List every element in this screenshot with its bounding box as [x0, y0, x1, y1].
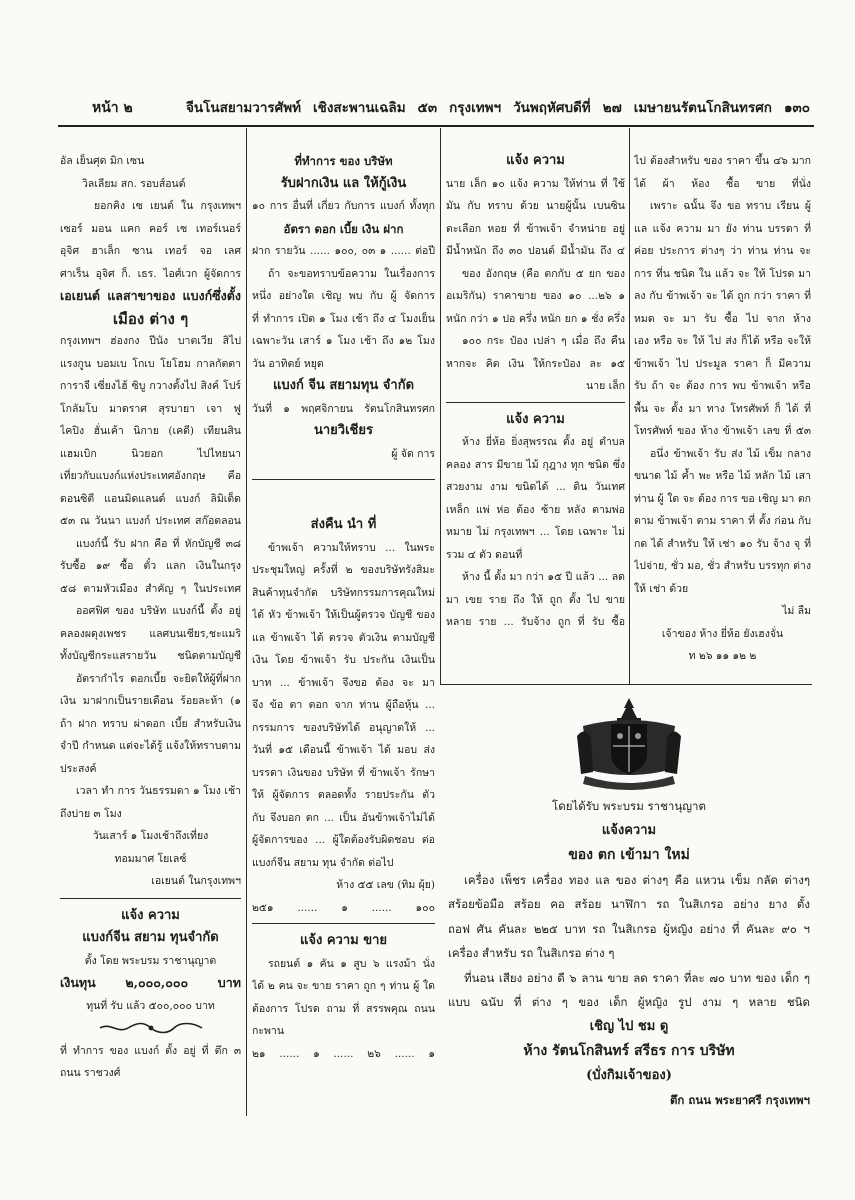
column-2	[252, 150, 435, 1112]
text-line: ทุนที่ รับ แล้ว ๕๐๐,๐๐๐ บาท	[86, 999, 215, 1012]
text-line: โกลัมโบ มาดราศ สุรบายา เจา ฟู	[60, 402, 241, 415]
text-line: อัตรากำไร ดอกเบี้ย จะยิดให้ผู้ที่ฝาก	[76, 672, 241, 685]
column-3	[446, 150, 625, 680]
section-heading: แบงก์ จีน สยามทุน จำกัด	[272, 378, 415, 393]
signature-title: ผู้ จัด การ	[391, 447, 435, 460]
text-line: อัล เย็นศุด มิก เซน	[60, 155, 145, 167]
text-line: ออศฟิศ ของ บริษัท แบงก์นี้ ตั้ง อยู่	[76, 605, 241, 617]
text-line: ดอนซิตี แอนมิดแลนด์ แบงก์ ลิมิเต็ด	[60, 492, 241, 505]
text-line: ลง กับ ข้าพเจ้า จะ ได้ ถูก กว่า ราคา ที่	[634, 290, 811, 302]
text-line: รับ ถ้า จะ ต้อง การ พบ ข้าพเจ้า หรือ	[634, 380, 811, 392]
text-line: ที่ ทำการ เปิด ๑ โมง เช้า ถึง ๔ โมงเย็น	[252, 312, 435, 325]
text-line: คลองผดุงเพชร แลศบนเชียร,ชะแมริ	[60, 627, 241, 640]
flourish-icon	[96, 1021, 206, 1035]
text-line: สร้อยข้อมือ สร้อย คอ สร้อย นาฬิกา รถ ในสิเกรอ อย่าง ยาง ตั้ง	[448, 897, 810, 911]
address-line: ตึก ถนน พระยาศรี กรุงเทพฯ	[669, 1093, 810, 1107]
section-rule	[446, 402, 625, 403]
text-line: รถยนต์ ๑ คัน ๑ สูบ ๖ แรงม้า นั่ง	[268, 957, 435, 970]
signature-line: ทอมมาศ โยเลซ์	[114, 852, 187, 865]
section-heading: เอเยนต์ แลสาขาของ แบงก์ซึ่งตั้ง	[60, 288, 241, 303]
text-line: ของ อังกฤษ (คือ ตกกับ ๕ ยก ของ	[462, 267, 625, 280]
text-line: เงิน มาฝากเป็นรายเดือน ร้อยละห้า (๑	[60, 695, 241, 707]
column-divider	[629, 128, 630, 684]
text-line: วิลเลียม สก. รอบส์อนด์	[82, 177, 186, 190]
text-line: ค่อย ประการ ต่างๆ ว่า ท่าน ท่าน จะ	[634, 245, 811, 257]
text-line: แบงก์จีน สยาม ทุน จำกัด ต่อไป	[252, 856, 394, 869]
text-line: ถึงบ่าย ๓ โมง	[60, 807, 122, 820]
header-rule	[58, 125, 814, 127]
masthead-line: จีนโนสยามวารศัพท์ เชิงสะพานเฉลิม ๕๓ กรุงเทพฯ วันพฤหัศบดีที่ ๒๗ เมษายนรัตนโกสินทรศก ๑๓๐	[186, 100, 810, 116]
jewelry-advertisement	[448, 694, 810, 1119]
date-line: ๒๕๑ ...... ๑ ...... ๑๐๐	[252, 901, 435, 914]
text-line: ถ้า ฝาก ทราบ ผ่าดอก เบี้ย สำหรับเงิน	[60, 717, 241, 730]
text-line: ตั้ง โดย พระบรม ราชานุญาต	[84, 954, 217, 967]
royal-emblem	[448, 694, 810, 794]
column-4	[634, 150, 811, 680]
text-line: ถนน ราชวงศ์	[60, 1067, 121, 1079]
text-line: การาจี เซี่ยงไฮ้ ซิบู กวางตั้งไป สิงค์ โปร์	[60, 380, 241, 392]
section-heading: ของ ตก เข้ามา ใหม่	[568, 847, 690, 863]
text-line: ถ้า จะขอทราบข้อความ ในเรื่องการ	[268, 267, 435, 280]
text-line: ไป ต้องสำหรับ ของ ราคา ขึ้น ๔๖ มาก	[634, 155, 811, 167]
text-line: แล แจ้ง ความ มา ยัง ท่าน บรรดา ที่	[634, 222, 811, 235]
text-line: ได้ หัว ข้าพเจ้า ให้เป็นผู้ตรวจ บัญชี ของ	[252, 609, 435, 621]
text-line: วัน อาทิตย์ หยุด	[252, 357, 324, 370]
text-line: ๑๐ การ อื่นที่ เกี่ยว กับการ แบงก์ ทั้งทุก	[252, 200, 435, 212]
text-line: ผู้จัดการของ ... ผู้ใดต้องรับผิดชอบ ต่อ	[252, 834, 435, 846]
text-line: หนึ่ง อย่างใด เชิญ พบ กับ ผู้ จัดการ	[252, 290, 435, 302]
text-line: สวยงาม งาม ขนิดได้ ... ดิน วันเทศ	[446, 481, 625, 493]
text-line: แฮมเบิก นิวยอก ไปไทยนา	[60, 447, 241, 460]
text-line: ๕๘ ตามหัวเมือง สำคัญ ๆ ในประเทศ	[60, 582, 241, 595]
text-line: ฝาก รายวัน ...... ๑๐๐, ๐๓ ๑ ...... ต่อปี	[252, 245, 435, 257]
text-line: ประชุมใหญ่ ครั้งที่ ๒ ของบริษัทรังสิมะ	[252, 564, 435, 576]
section-rule	[60, 898, 241, 899]
text-line: รวม ๔ ตัว ดอนที่	[446, 548, 523, 561]
text-line: ข้าพเจ้า ไป ประมูล ราคา ก็ มีความ	[634, 357, 811, 370]
section-heading: แจ้ง ความ	[506, 411, 565, 427]
signature-line: นาย เล็ก	[586, 380, 625, 392]
company-name: ห้าง รัตนโกสินทร์ สรีธร การ บริษัท	[523, 1043, 735, 1059]
text-line: วันเสาร์ ๑ โมงเช้าถึงเที่ยง	[92, 830, 209, 842]
text-line: นาย เล็ก ๑๐ แจ้ง ความ ให้ท่าน ที่ ใช้	[446, 177, 625, 190]
text-line: ห้าง นี้ ตั้ง มา กว่า ๑๕ ปี แล้ว ... ลด	[462, 571, 625, 583]
text-line: วันที่ ๑ พฤศจิกายน รัตนโกสินทรศก	[252, 402, 435, 415]
text-line: เซอร์ มอน แคก คอร์ เซ เทอร์เนอร์	[60, 222, 241, 235]
text-line: ให้ เช่า ด้วย	[634, 582, 689, 595]
section-heading: แจ้ง ความ ขาย	[299, 933, 388, 948]
text-line: เวลา ทำ การ วันธรรมดา ๑ โมง เช้า	[76, 785, 241, 797]
text-line: เงิน โดย ข้าพเจ้า รับ ประกัน เงินเป็น	[252, 654, 435, 666]
section-heading: อัตรา ดอก เบี้ย เงิน ฝาก	[283, 221, 404, 236]
text-line: มา เขย ราย ถึง ให้ ถูก ตั้ง ไป ขาย	[446, 593, 625, 606]
text-line: ต้องการ โปรด ถาม ที่ สรรพคุณ ถนน	[252, 1002, 435, 1015]
section-heading: ส่งคืน นำ ที่	[310, 517, 377, 532]
text-line: รับซื้อ ๑๙ ซื้อ ตั๋ว แลก เงินในกรุง	[60, 560, 241, 572]
text-line: เฉพาะวัน เสาร์ ๑ โมง เช้า ถึง ๑๒ โมง	[252, 335, 435, 347]
text-line: สินค้าทุนจำกัด บริษัทกรรมการคุณใหม่	[252, 586, 435, 599]
text-line: จึง ข้อ ตา ตอก จาก ท่าน ผู้ถือหุ้น ...	[252, 699, 435, 711]
text-line: ๕๓ ณ วันนา แบงก์ ประเทศ สก๊อตลอน	[60, 515, 241, 527]
text-line: เครื่อง เพ็ชร เครื่อง ทอง แล ของ ต่างๆ คือ แหวน เข็ม กลัด ต่างๆ	[464, 872, 810, 887]
text-line: เพราะ ฉนั้น จึง ขอ ทราบ เรียน ผู้	[650, 200, 811, 212]
text-line: แบบ ฉนับ ที่ ต่าง ๆ ของ เด็ก ผู้หญิง รูป งาม ๆ หลาย ชนิด	[448, 995, 810, 1009]
section-rule	[252, 479, 435, 480]
text-line: เครื่อง สำหรับ รถ ในสิเกรอ ต่าง ๆ	[448, 946, 615, 960]
text-line: แล ข้าพเจ้า ได้ ตรวจ ตัวเงิน ตามบัญชี	[252, 631, 435, 644]
text-line: ขนาด ไม้ ค้ำ พะ หรือ ไม้ หลัก ไม้ เสา	[634, 470, 811, 482]
column-divider	[440, 128, 441, 684]
text-line: กับ จึงบอก ตก ... เป็น อันข้าพเจ้าไม่ได้	[252, 811, 435, 824]
text-line: หากจะ คิด เงิน ให้กระป๋อง ละ ๑๕	[446, 357, 625, 370]
signature-title: เอเยนต์ ในกรุงเทพฯ	[151, 875, 241, 887]
text-line: พื้น จะ ตั้ง มา ทาง โทรศัพท์ ก็ ได้ ที่	[634, 402, 811, 415]
text-line: กด ได้ สำหรับ ให้ เช่า ๑๐ รับ จ้าง จุ ที่	[634, 537, 811, 550]
section-rule	[440, 684, 812, 685]
text-line: หลาย ราย ... รับจ้าง ถูก ที่ รับ ซื้อ	[446, 616, 625, 628]
signature-line: ห้าง ๕๕ เลข (ทิม ผุ้ย)	[336, 879, 435, 891]
section-heading: ที่ทำการ ของ บริษัท	[294, 154, 393, 168]
text-line: ศาเร็น อุจิศ ก็. เธร. ไอศ์เวก ผู้จัดการ	[60, 267, 241, 280]
text-line: มัน กับ ทราบ ด้วย นายผู้นั้น เบนซิน	[446, 200, 625, 212]
text-line: ประสงค์	[60, 762, 97, 775]
text-line: กรรมการ ของบริษัทได้ อนุญาตให้ ...	[252, 721, 435, 734]
text-line: ไม่ ลืม	[782, 605, 811, 617]
text-line: บรรดา เงินของ บริษัท ที่ ข้าพเจ้า รักษา	[252, 766, 435, 779]
text-line: บาท ... ข้าพเจ้า จึงขอ ต้อง จะ มา	[252, 676, 435, 689]
section-rule	[252, 923, 435, 924]
section-heading: แบงก์จีน สยาม ทุนจำกัด	[82, 930, 219, 945]
column-divider	[246, 128, 247, 1116]
text-line: เที่ยวกับแบงก์แห่งประเทศอังกฤษ คือ	[60, 470, 241, 482]
section-heading: แจ้งความ	[601, 822, 657, 838]
text-line: ไปจ่าย, ชั่ว มอ, ชั่ว สำหรับ บรรทุก ต่าง	[634, 560, 811, 572]
signature-line: นายวิเชียร	[314, 423, 373, 438]
text-line: แรงกูน บอมเบ โกเบ โยโฮม กาลกัตตา	[60, 357, 241, 370]
text-line: กะพาน	[252, 1025, 284, 1037]
invitation-line: เชิญ ไป ชม ดู	[589, 1018, 669, 1034]
text-line: มีน้ำหนัก ถึง ๓๐ ปอนด์ มีน้ำมัน ถึง ๔	[446, 245, 625, 257]
text-line: อเมริกัน) ราคาขาย ของ ๑๐ ...๒๖ ๑	[446, 290, 625, 302]
text-line: ๑๐๐ กระ ป๋อง เปล่า ๆ เมื่อ ถึง คืน	[462, 335, 625, 347]
text-line: การ ที่น ชนิด ใน แล้ว จะ ให้ โปรด มา	[634, 267, 811, 280]
signature-line: เจ้าของ ห้าง ยี่ห้อ ยังเฮงจั่น	[661, 627, 784, 640]
text-line: ได้ ๒ คน จะ ขาย ราคา ถูก ๆ ท่าน ผู้ ใด	[252, 980, 435, 992]
capital-line: เงินทุน ๒,๐๐๐,๐๐๐ บาท	[60, 975, 241, 990]
text-line: โทรศัพท์ ของ ห้าง ข้าพเจ้า เลข ที่ ๕๓	[634, 425, 811, 437]
section-heading: เมือง ต่าง ๆ	[112, 309, 189, 328]
text-line: ยอกคิง เซ เยนต์ ใน กรุงเทพฯ	[94, 200, 241, 212]
text-line: ตาม ข้าพเจ้า ตาม ราคา ที่ ตั้ง ก่อน กับ	[634, 515, 811, 527]
text-line: เหล็ก แพ่ ห่อ ต้อง ซ้าย หลัง ตามพ่อ	[446, 503, 625, 516]
text-line: วันที่ ๑๕ เดือนนี้ ข้าพเจ้า ได้ มอบ ส่ง	[252, 744, 435, 756]
date-line: ท ๒๖ ๑๑ ๑๒ ๒	[688, 650, 757, 662]
text-line: ห้าง ยี่ห้อ ยิ่งสุพรรณ ตั้ง อยู่ ตำบล	[462, 436, 625, 448]
text-line: ที่ ทำการ ของ แบงก์ ตั้ง อยู่ ที่ ตึก ๓	[60, 1044, 241, 1057]
text-line: จำปี กำหนด แต่จะได้รู้ แจ้งให้ทราบตาม	[60, 740, 241, 752]
owner-line: (บั่งกิมเจ้าของ)	[586, 1067, 672, 1083]
section-heading: แจ้ง ความ	[506, 153, 565, 168]
section-heading: รับฝากเงิน แล ให้กู้เงิน	[280, 175, 407, 191]
text-line: ท่าน ผู้ ใด จะ ต้อง การ ขอ เชิญ มา ตก	[634, 492, 811, 505]
text-line: ที่นอน เสียง อย่าง ดี ๖ ลาน ขาย ลด ราคา ที่ละ ๗๐ บาท ของ เด็ก ๆ	[464, 970, 810, 985]
date-line: ๒๑ ...... ๑ ...... ๒๖ ...... ๑	[252, 1047, 435, 1060]
text-line: เอง หรือ จะ ให้ ไป ส่ง ก็ได้ หรือ จะให้	[634, 335, 811, 347]
text-line: ให้ ผู้จัดการ ตลอดทั้ง รายประกัน ตัว	[252, 789, 435, 801]
text-line: อุจิศ ฮาเล็ก ซาน เทอร์ จอ เลศ	[60, 245, 241, 257]
text-line: กรุงเทพฯ ฮ่องกง ปีนัง บาตเวีย สิไป	[60, 335, 241, 347]
text-line: ได้ ผ้า ห้อง ซื้อ ขาย ที่นั่ง	[634, 177, 811, 190]
text-line: หนัก กว่า ๑ ปอ ครึ่ง หนัก ยก ๑ ชั่ง ครึ่ง	[446, 312, 625, 325]
page-number: หน้า ๒	[92, 100, 133, 116]
text-line: ทั้งบัญชีกระแสรายวัน ชนิดตามบัญชี	[60, 650, 241, 662]
text-line: อนึ่ง ข้าพเจ้า รับ ส่ง ไม้ เข็ม กลาง	[650, 447, 811, 460]
text-line: คลอง สาร มีขาย ไม้ กุฎาง ทุก ชนิด ซึ่ง	[446, 458, 625, 471]
royal-coat-of-arms-icon	[571, 696, 687, 792]
authorization-line: โดยได้รับ พระบรม ราชานุญาต	[552, 799, 706, 813]
column-1	[60, 150, 241, 1112]
text-line: หมด จะ มา รับ ซื้อ ไป จาก ห้าง	[634, 312, 811, 325]
text-line: ตะเลือก หอย ที่ ข้าพเจ้า จำหน่าย อยู่	[446, 222, 625, 235]
text-line: ข้าพเจ้า ความให้ทราบ ... ในพระ	[268, 541, 435, 554]
ornament-divider	[60, 1017, 241, 1040]
text-line: หมาย ไม่ กรุงเทพฯ ... โดย เฉพาะ ไม่	[446, 526, 625, 538]
text-line: ถอฟ ศัน คันละ ๒๒๕ บาท รถ ในสิเกรอ ผู้หญิง อย่าง ที่ คันละ ๙๐ ฯ	[448, 921, 810, 936]
section-heading: แจ้ง ความ	[121, 907, 180, 923]
text-line: ไคปิง ฮั่นเค้า นิกาย (เคดี) เทียนสิน	[60, 425, 241, 437]
text-line: แบงก์นี้ รับ ฝาก คือ ที่ หักบัญชี ๓๘	[76, 537, 241, 550]
